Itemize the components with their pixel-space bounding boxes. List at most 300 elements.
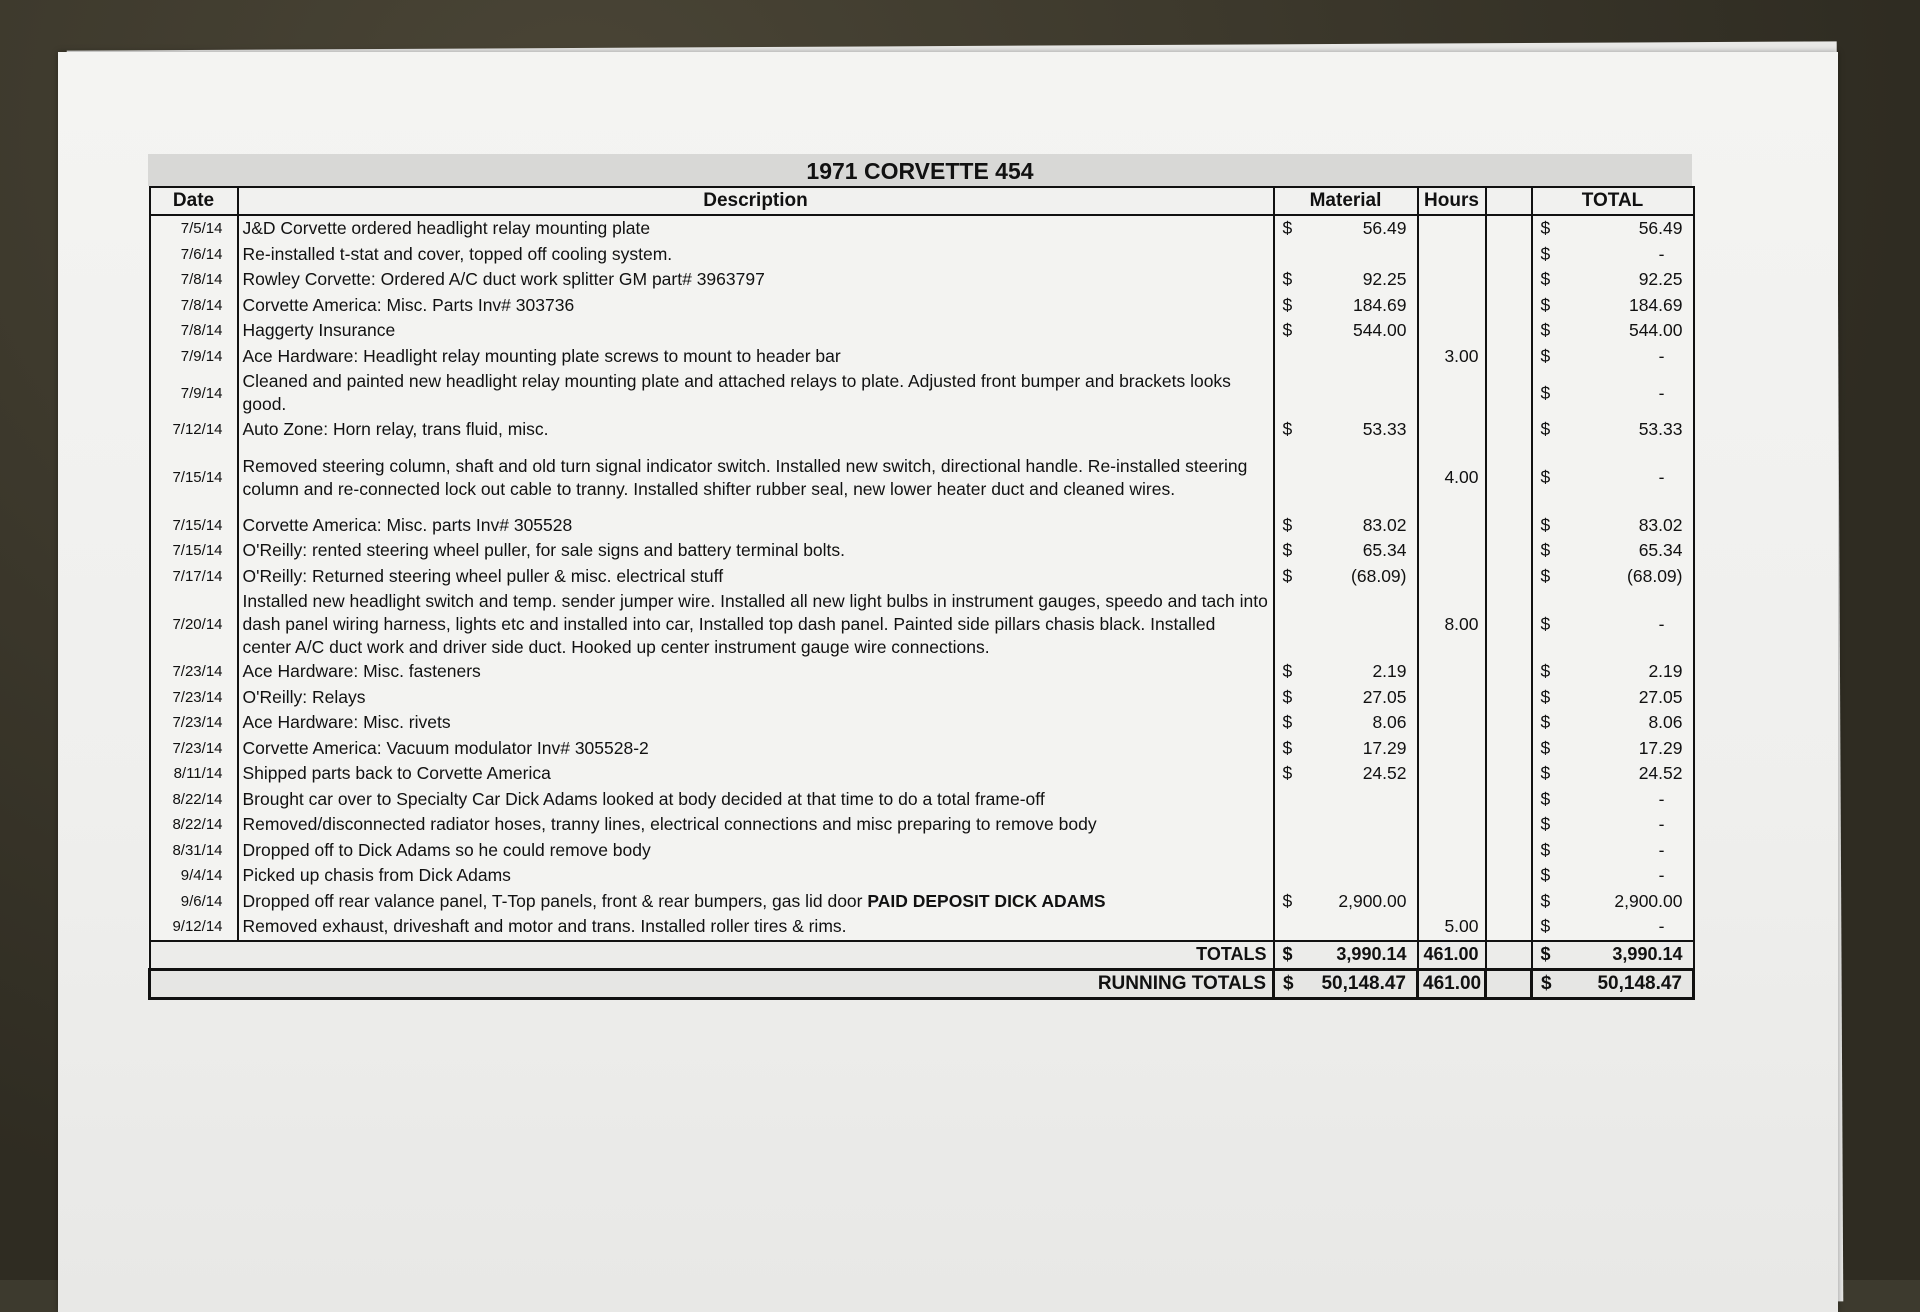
row-description-text: Removed steering column, shaft and old turn signal indicator switch. Installed new switch, directional handle. Re-installed steering column and re-connected lock out cable to tranny. Installed shifter rubber seal, new lower heater duct and cleaned wires. [242,455,1248,499]
row-blank [1486,589,1532,659]
currency-sign: $ [1540,944,1551,964]
currency-sign: $ [1540,890,1551,911]
row-description [238,538,1274,564]
row-material-value: 544.00 [1352,320,1407,341]
currency-sign: $ [1540,419,1551,440]
row-description-text: Dropped off rear valance panel, T-Top panels, front & rear bumpers, gas lid door [242,890,863,911]
row-hours: 5.00 [1418,914,1486,941]
row-material [1274,685,1418,711]
row-description-text: Brought car over to Specialty Car Dick Adams looked at body decided at that time to do a total frame-off [242,788,1045,809]
row-description-text: Re-installed t-stat and cover, topped off cooling system. [242,243,673,264]
currency-sign: $ [1282,419,1293,440]
row-date: 8/22/14 [150,787,238,813]
row-material-value: 2,900.00 [1338,890,1407,911]
row-total [1532,914,1694,941]
row-description [238,344,1274,370]
row-material [1274,242,1418,268]
row-description-text: Corvette America: Vacuum modulator Inv# 305528-2 [242,737,649,758]
row-date: 8/11/14 [150,761,238,787]
row-hours [1418,812,1486,838]
currency-sign: $ [1283,973,1294,994]
row-description [238,513,1274,539]
row-description [238,761,1274,787]
row-blank [1486,761,1532,787]
row-material-value: 24.52 [1362,763,1407,784]
currency-sign: $ [1540,514,1551,535]
row-description [238,443,1274,513]
currency-sign: $ [1540,613,1551,634]
currency-sign: $ [1282,565,1293,586]
row-description [238,215,1274,242]
row-description-text: Shipped parts back to Corvette America [242,763,551,784]
row-description-text: Auto Zone: Horn relay, trans fluid, misc. [242,419,549,440]
row-description [238,659,1274,685]
row-material-value: 27.05 [1362,686,1407,707]
row-total [1532,564,1694,590]
row-total-value: 65.34 [1638,540,1683,561]
expense-rows [150,215,1694,941]
table-row [150,787,1694,813]
row-hours [1418,564,1486,590]
row-material-value: 184.69 [1352,294,1407,315]
table-row [150,685,1694,711]
table-row [150,417,1694,443]
row-blank [1486,369,1532,417]
row-total [1532,242,1694,268]
hours-header: Hours [1418,187,1486,215]
row-date: 7/5/14 [150,215,238,242]
row-total [1532,215,1694,242]
row-total-value: 8.06 [1648,712,1683,733]
row-total-value: - [1658,243,1665,264]
row-blank [1486,293,1532,319]
row-total [1532,538,1694,564]
row-description [238,564,1274,590]
table-row [150,443,1694,513]
row-material [1274,889,1418,915]
currency-sign: $ [1540,243,1551,264]
row-blank [1486,838,1532,864]
row-material [1274,293,1418,319]
row-description [238,369,1274,417]
currency-sign: $ [1540,737,1551,758]
row-hours [1418,293,1486,319]
row-date: 7/15/14 [150,443,238,513]
table-row [150,267,1694,293]
row-date: 7/9/14 [150,369,238,417]
row-description [238,812,1274,838]
row-material [1274,267,1418,293]
row-description-text: Haggerty Insurance [242,320,396,341]
row-material [1274,369,1418,417]
row-material [1274,863,1418,889]
description-header: Description [238,187,1274,215]
currency-sign: $ [1282,944,1293,964]
row-date: 7/6/14 [150,242,238,268]
currency-sign: $ [1540,788,1551,809]
row-description-text: O'Reilly: rented steering wheel puller, for sale signs and battery terminal bolts. [242,540,846,561]
row-total-value: - [1658,467,1665,487]
row-total [1532,267,1694,293]
row-total [1532,417,1694,443]
totals-material [1274,941,1418,970]
row-material [1274,215,1418,242]
row-hours: 4.00 [1418,443,1486,513]
row-description-bold: PAID DEPOSIT DICK ADAMS [867,890,1106,911]
row-total [1532,589,1694,659]
row-date: 7/8/14 [150,318,238,344]
row-total [1532,787,1694,813]
row-description [238,417,1274,443]
table-row [150,513,1694,539]
row-description [238,914,1274,941]
row-material-value: 56.49 [1362,218,1407,239]
row-date: 7/23/14 [150,685,238,711]
running-totals-hours: 461.00 [1418,969,1486,998]
totals-blank [1486,941,1532,970]
row-hours: 3.00 [1418,344,1486,370]
row-total-value: 83.02 [1638,514,1683,535]
row-hours [1418,889,1486,915]
row-blank [1486,417,1532,443]
total-header: TOTAL [1532,187,1694,215]
currency-sign: $ [1540,916,1551,937]
row-date: 9/4/14 [150,863,238,889]
row-description-text: Removed exhaust, driveshaft and motor and trans. Installed roller tires & rims. [242,916,847,937]
row-total [1532,812,1694,838]
row-description [238,736,1274,762]
row-description-text: Cleaned and painted new headlight relay mounting plate and attached relays to plate. Adjusted front bumper and brackets looks good. [242,371,1231,414]
currency-sign: $ [1540,763,1551,784]
table-row [150,812,1694,838]
currency-sign: $ [1540,269,1551,290]
row-blank [1486,812,1532,838]
row-material [1274,589,1418,659]
row-date: 7/8/14 [150,293,238,319]
table-row [150,318,1694,344]
row-blank [1486,564,1532,590]
currency-sign: $ [1282,737,1293,758]
row-total [1532,761,1694,787]
row-total-value: 24.52 [1638,763,1683,784]
row-description [238,863,1274,889]
row-blank [1486,443,1532,513]
totals-label: TOTALS [150,941,1274,970]
currency-sign: $ [1282,661,1293,682]
document-title: 1971 CORVETTE 454 [806,158,1034,184]
currency-sign: $ [1540,345,1551,366]
row-total-value: 27.05 [1638,686,1683,707]
currency-sign: $ [1282,218,1293,239]
running-totals-material-value: 50,148.47 [1321,973,1406,994]
row-blank [1486,538,1532,564]
currency-sign: $ [1282,712,1293,733]
currency-sign: $ [1282,686,1293,707]
row-material-value: 83.02 [1362,514,1407,535]
row-total [1532,736,1694,762]
row-date: 7/23/14 [150,736,238,762]
currency-sign: $ [1540,839,1551,860]
row-description-text: Dropped off to Dick Adams so he could remove body [242,839,651,860]
row-hours [1418,685,1486,711]
row-hours [1418,838,1486,864]
table-row [150,761,1694,787]
row-blank [1486,889,1532,915]
date-header: Date [150,187,238,215]
running-totals-label: RUNNING TOTALS [150,969,1274,998]
row-date: 7/23/14 [150,710,238,736]
row-total-value: 56.49 [1638,218,1683,239]
row-description [238,787,1274,813]
row-total [1532,659,1694,685]
row-date: 8/22/14 [150,812,238,838]
row-total [1532,685,1694,711]
currency-sign: $ [1540,382,1551,403]
currency-sign: $ [1540,294,1551,315]
row-hours: 8.00 [1418,589,1486,659]
row-hours [1418,538,1486,564]
row-total-value: - [1658,788,1665,809]
row-total-value: - [1658,916,1665,937]
row-hours [1418,369,1486,417]
row-blank [1486,787,1532,813]
row-date: 7/12/14 [150,417,238,443]
row-material [1274,710,1418,736]
running-totals-total-value: 50,148.47 [1597,973,1682,994]
header-row [150,187,1694,215]
row-total-value: 2,900.00 [1614,890,1683,911]
row-hours [1418,417,1486,443]
row-hours [1418,659,1486,685]
row-total [1532,293,1694,319]
row-date: 8/31/14 [150,838,238,864]
table-row [150,369,1694,417]
currency-sign: $ [1540,320,1551,341]
row-hours [1418,736,1486,762]
row-total-value: 17.29 [1638,737,1683,758]
row-material [1274,564,1418,590]
row-hours [1418,267,1486,293]
totals-material-value: 3,990.14 [1336,944,1407,964]
row-total-value: - [1658,814,1665,835]
table-row [150,564,1694,590]
row-date: 7/15/14 [150,513,238,539]
row-material [1274,787,1418,813]
running-totals-row [150,969,1694,998]
row-total [1532,710,1694,736]
currency-sign: $ [1540,540,1551,561]
currency-sign: $ [1282,890,1293,911]
row-blank [1486,242,1532,268]
currency-sign: $ [1282,294,1293,315]
row-description-text: Picked up chasis from Dick Adams [242,865,511,886]
row-material [1274,513,1418,539]
table-row [150,659,1694,685]
totals-total [1532,941,1694,970]
row-hours [1418,318,1486,344]
table-row [150,736,1694,762]
table-row [150,242,1694,268]
row-description-text: Corvette America: Misc. parts Inv# 305528 [242,514,573,535]
row-date: 7/17/14 [150,564,238,590]
row-description [238,267,1274,293]
table-row [150,344,1694,370]
row-date: 7/20/14 [150,589,238,659]
row-hours [1418,242,1486,268]
row-material [1274,838,1418,864]
row-material-value: 53.33 [1362,419,1407,440]
row-total-value: - [1658,382,1665,403]
row-total-value: - [1658,865,1665,886]
row-date: 9/6/14 [150,889,238,915]
currency-sign: $ [1540,712,1551,733]
row-description-text: Corvette America: Misc. Parts Inv# 303736 [242,294,575,315]
currency-sign: $ [1540,467,1551,487]
row-total [1532,863,1694,889]
currency-sign: $ [1540,686,1551,707]
row-total-value: - [1658,613,1665,634]
row-description-text: Ace Hardware: Misc. rivets [242,712,451,733]
row-hours [1418,863,1486,889]
row-material [1274,659,1418,685]
table-row [150,838,1694,864]
running-totals-material [1274,969,1418,998]
row-blank [1486,318,1532,344]
row-blank [1486,215,1532,242]
row-blank [1486,736,1532,762]
row-hours [1418,787,1486,813]
row-material [1274,538,1418,564]
currency-sign: $ [1282,763,1293,784]
table-row [150,889,1694,915]
row-description [238,318,1274,344]
row-material [1274,318,1418,344]
row-material [1274,344,1418,370]
expense-log-document [148,154,1692,1000]
row-total-value: - [1658,345,1665,366]
row-total-value: 544.00 [1628,320,1683,341]
currency-sign: $ [1282,320,1293,341]
row-description-text: J&D Corvette ordered headlight relay mounting plate [242,218,651,239]
row-blank [1486,914,1532,941]
currency-sign: $ [1282,514,1293,535]
row-blank [1486,344,1532,370]
row-material-value: 17.29 [1362,737,1407,758]
row-hours [1418,513,1486,539]
row-material [1274,736,1418,762]
totals-hours: 461.00 [1418,941,1486,970]
row-blank [1486,659,1532,685]
row-description [238,710,1274,736]
table-row [150,710,1694,736]
row-blank [1486,267,1532,293]
row-material-value: (68.09) [1351,565,1407,586]
row-description [238,889,1274,915]
row-blank [1486,863,1532,889]
row-total [1532,513,1694,539]
row-hours [1418,761,1486,787]
currency-sign: $ [1540,865,1551,886]
row-blank [1486,710,1532,736]
totals-total-value: 3,990.14 [1612,944,1683,964]
row-date: 7/9/14 [150,344,238,370]
row-description [238,242,1274,268]
row-hours [1418,215,1486,242]
row-material [1274,914,1418,941]
row-hours [1418,710,1486,736]
row-material-value: 2.19 [1372,661,1407,682]
row-total [1532,443,1694,513]
currency-sign: $ [1541,973,1552,994]
row-description-text: Ace Hardware: Headlight relay mounting plate screws to mount to header bar [242,345,841,366]
row-total-value: 2.19 [1648,661,1683,682]
row-description-text: Installed new headlight switch and temp. sender jumper wire. Installed all new light bulbs in instrument gauges, speedo and tach into dash panel wiring harness, lights etc and installed into car, Installed top dash panel. Painted side pillars chasis black. Installed center A/C duct work and driver side duct. Hooked up center instrument gauge wire connections. [242,590,1268,657]
row-total [1532,838,1694,864]
row-total-value: (68.09) [1627,565,1683,586]
row-material [1274,443,1418,513]
row-date: 9/12/14 [150,914,238,941]
running-totals-total [1532,969,1694,998]
currency-sign: $ [1282,269,1293,290]
material-header: Material [1274,187,1418,215]
row-description [238,589,1274,659]
table-row [150,215,1694,242]
row-material [1274,812,1418,838]
row-description-text: Ace Hardware: Misc. fasteners [242,661,481,682]
currency-sign: $ [1282,540,1293,561]
row-material-value: 8.06 [1372,712,1407,733]
blank-header [1486,187,1532,215]
row-date: 7/8/14 [150,267,238,293]
totals-row [150,941,1694,970]
row-date: 7/23/14 [150,659,238,685]
currency-sign: $ [1540,661,1551,682]
currency-sign: $ [1540,565,1551,586]
row-description-text: O'Reilly: Relays [242,686,366,707]
running-totals-blank [1486,969,1532,998]
row-total-value: 53.33 [1638,419,1683,440]
row-blank [1486,685,1532,711]
row-description-text: O'Reilly: Returned steering wheel puller & misc. electrical stuff [242,565,724,586]
row-material [1274,417,1418,443]
row-total [1532,369,1694,417]
row-total [1532,344,1694,370]
row-total-value: 92.25 [1638,269,1683,290]
row-total [1532,318,1694,344]
row-total-value: 184.69 [1628,294,1683,315]
table-row [150,293,1694,319]
currency-sign: $ [1540,218,1551,239]
row-material [1274,761,1418,787]
expense-table [148,186,1695,1000]
currency-sign: $ [1540,814,1551,835]
row-material-value: 92.25 [1362,269,1407,290]
row-description-text: Removed/disconnected radiator hoses, tranny lines, electrical connections and misc preparing to remove body [242,814,1097,835]
row-date: 7/15/14 [150,538,238,564]
table-row [150,538,1694,564]
row-description [238,293,1274,319]
row-total [1532,889,1694,915]
row-material-value: 65.34 [1362,540,1407,561]
row-total-value: - [1658,839,1665,860]
table-row [150,863,1694,889]
row-description [238,685,1274,711]
table-row [150,589,1694,659]
row-description-text: Rowley Corvette: Ordered A/C duct work splitter GM part# 3963797 [242,269,765,290]
row-blank [1486,513,1532,539]
table-row [150,914,1694,941]
row-description [238,838,1274,864]
